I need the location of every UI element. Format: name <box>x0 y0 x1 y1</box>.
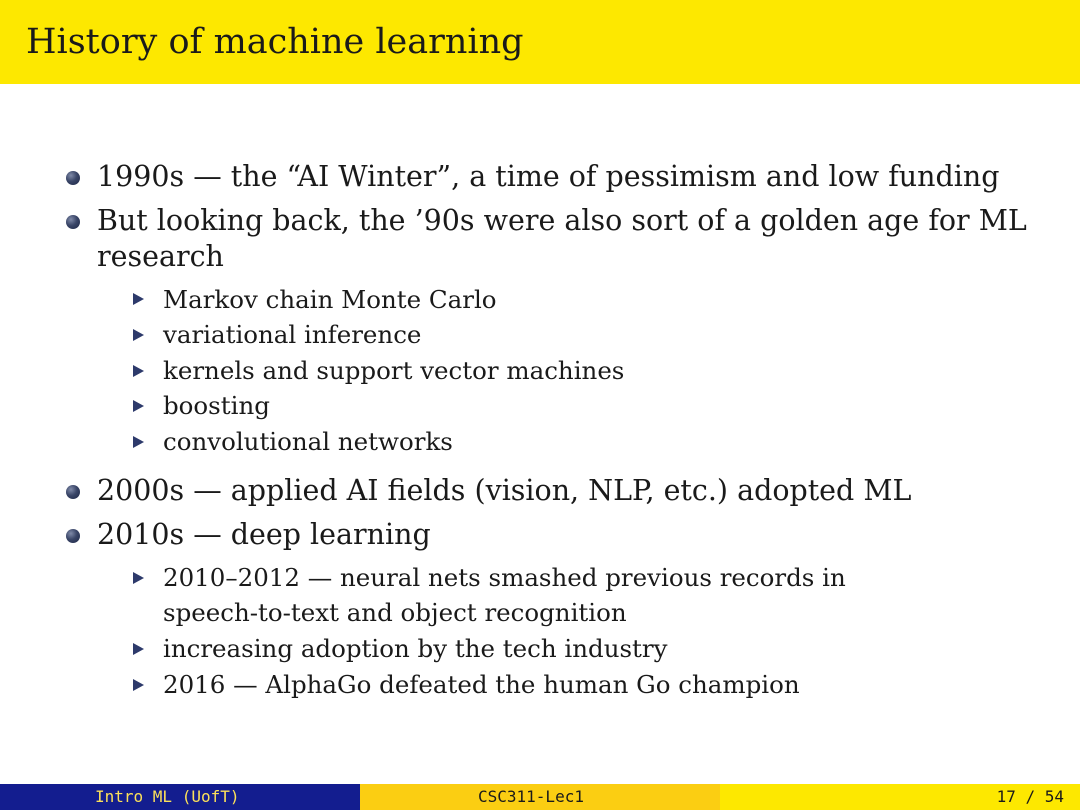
footer <box>0 784 1080 810</box>
bullet-triangle-icon <box>133 293 144 305</box>
footer-course: CSC311-Lec1 <box>478 787 584 806</box>
bullet-triangle-icon <box>133 400 144 412</box>
subitem-records-line2: speech-to-text and object recognition <box>163 598 627 627</box>
bullet-triangle-icon <box>133 329 144 341</box>
subitem-boosting: boosting <box>163 391 270 420</box>
footer-author: Intro ML (UofT) <box>95 787 240 806</box>
subitem-alphago: 2016 — AlphaGo defeated the human Go champion <box>163 670 800 699</box>
subitem-mcmc: Markov chain Monte Carlo <box>163 285 497 314</box>
bullet-triangle-icon <box>133 643 144 655</box>
bullet-circle-icon <box>66 529 80 543</box>
title-bar <box>0 0 1080 84</box>
bullet-triangle-icon <box>133 679 144 691</box>
footer-right <box>720 784 1080 810</box>
bullet-circle-icon <box>66 485 80 499</box>
bullet-triangle-icon <box>133 365 144 377</box>
bullet-circle-icon <box>66 215 80 229</box>
subitem-adoption: increasing adoption by the tech industry <box>163 634 668 663</box>
footer-center <box>360 784 720 810</box>
footer-page-number: 17 / 54 <box>996 787 1064 806</box>
bullet-triangle-icon <box>133 436 144 448</box>
bullet-circle-icon <box>66 171 80 185</box>
bullet-golden-age-line1: But looking back, the ’90s were also sort of a golden age for ML <box>97 204 1027 237</box>
slide-title: History of machine learning <box>26 22 524 62</box>
footer-left <box>0 784 360 810</box>
subitem-records-line1: 2010–2012 — neural nets smashed previous records in <box>163 563 846 592</box>
bullet-2010s: 2010s — deep learning <box>97 518 431 551</box>
subitem-variational: variational inference <box>163 320 422 349</box>
subitem-convnets: convolutional networks <box>163 427 453 456</box>
bullet-2000s: 2000s — applied AI fields (vision, NLP, etc.) adopted ML <box>97 474 912 507</box>
bullet-triangle-icon <box>133 572 144 584</box>
bullet-golden-age-line2: research <box>97 240 224 273</box>
bullet-1990s: 1990s — the “AI Winter”, a time of pessimism and low funding <box>97 160 1000 193</box>
subitem-kernels: kernels and support vector machines <box>163 356 625 385</box>
